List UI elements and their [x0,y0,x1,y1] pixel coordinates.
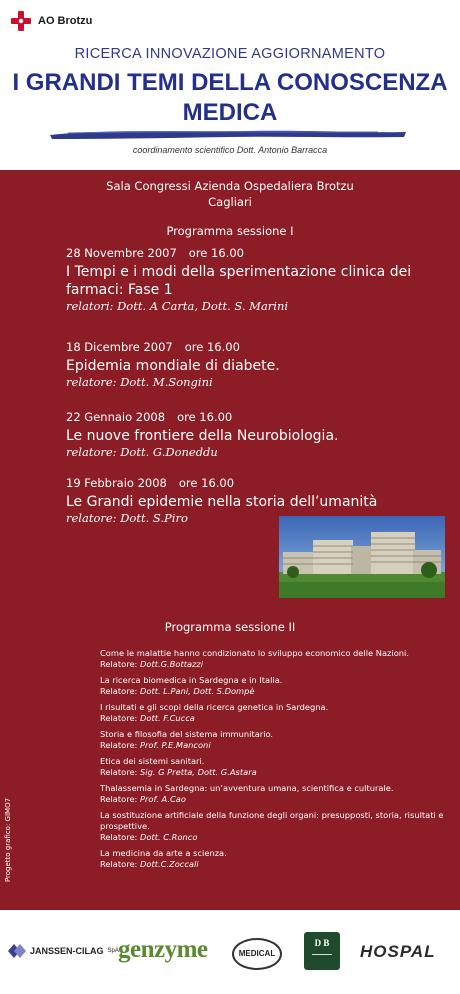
talk-title: Come le malattie hanno condizionato lo sviluppo economico delle Nazioni. [100,648,409,658]
speaker-label: Relatore: [100,740,138,750]
speaker-label: Relatore: [100,686,138,696]
sponsor-genzyme: genzyme [118,936,208,963]
scientific-coordination: coordinamento scientifico Dott. Antonio Barracca [132,145,328,155]
hospital-photo [279,516,445,598]
talk-speaker: Dott. C.Ronco [140,832,198,842]
event-speakers: relatore: Dott. M.Songini [66,375,213,389]
janssen-suffix: SpA [107,948,119,954]
talk-title: La medicina da arte a scienza. [100,848,227,858]
design-credit: Progetto grafico: GIMO7 [4,797,13,883]
speaker-label: Relatore: [100,659,138,669]
talk-item [100,783,450,805]
venue-line-1: Sala Congressi Azienda Ospedaliera Brotzu [106,179,354,193]
event-title: Epidemia mondiale di diabete. [66,358,280,374]
talk-speaker: Prof. P.E.Manconi [140,740,211,750]
cross-logo-icon [10,10,32,32]
speaker-label: Relatore: [100,767,138,777]
title-line-2: MEDICA [182,99,278,126]
talk-title: La sostituzione artificiale della funzione degli organi: presupposti, storia, risultati e prospettive. [100,810,444,831]
event-date: 28 Novembre 2007 [66,246,177,260]
talk-speaker: Sig. G Pretta, Dott. G.Astara [140,767,257,777]
speaker-label: Relatore: [100,832,138,842]
talk-item [100,848,450,870]
talk-item [100,810,450,843]
talk-item [100,648,450,670]
sponsor-janssen [8,944,119,958]
talk-title: Etica dei sistemi sanitari. [100,756,205,766]
talk-speaker: Dott.G.Bottazzi [140,659,204,669]
janssen-name: JANSSEN-CILAG [30,946,104,956]
talk-speaker: Dott. L.Pani, Dott. S.Dompè [140,686,255,696]
db-mark: D B [314,938,330,948]
event-2 [66,340,446,389]
event-speakers: relatori: Dott. A Carta, Dott. S. Marini [66,299,289,313]
program-panel [0,170,460,910]
session-2-talks [100,648,450,875]
event-date: 19 Febbraio 2008 [66,476,167,490]
page-title [0,68,460,128]
janssen-logo-icon [8,944,26,958]
sponsor-db [304,932,340,970]
talk-speaker: Dott.C.Zoccali [140,859,199,869]
talk-title: Storia e filosofia del sistema immunitario. [100,729,274,739]
event-date: 18 Dicembre 2007 [66,340,173,354]
event-speakers: relatore: Dott. G.Doneddu [66,445,218,459]
speaker-label: Relatore: [100,794,138,804]
event-title: Le Grandi epidemie nella storia dell’umanità [66,494,378,510]
title-line-1: I GRANDI TEMI DELLA CONOSCENZA [12,69,448,96]
event-speakers: relatore: Dott. S.Piro [66,511,188,525]
talk-speaker: Prof. A.Cao [140,794,186,804]
session-1-heading: Programma sessione I [166,224,294,238]
venue-line-2: Cagliari [208,195,252,209]
sponsor-bar [0,910,460,994]
event-title: I Tempi e i modi della sperimentazione clinica dei farmaci: Fase 1 [66,264,412,298]
talk-item [100,675,450,697]
session-2-heading: Programma sessione II [164,620,296,634]
event-time: ore 16.00 [177,410,233,424]
sponsor-medical: MEDICAL [232,938,282,970]
event-time: ore 16.00 [184,340,240,354]
venue [0,178,460,210]
event-date: 22 Gennaio 2008 [66,410,166,424]
ao-brotzu-logo [10,10,92,32]
talk-item [100,702,450,724]
sponsor-hospal: HOSPAL [360,942,436,961]
event-3 [66,410,446,459]
event-1 [66,246,446,313]
brush-stroke [48,126,408,142]
talk-title: Thalassemia in Sardegna: un’avventura umana, scientifica e culturale. [100,783,394,793]
org-name: AO Brotzu [38,15,93,27]
talk-item [100,729,450,751]
talk-speaker: Dott. F.Cucca [140,713,195,723]
talk-item [100,756,450,778]
speaker-label: Relatore: [100,859,138,869]
event-time: ore 16.00 [188,246,244,260]
header [0,0,460,170]
supertitle: RICERCA INNOVAZIONE AGGIORNAMENTO [74,46,386,62]
talk-title: La ricerca biomedica in Sardegna e in Italia. [100,675,283,685]
event-time: ore 16.00 [178,476,235,490]
event-title: Le nuove frontiere della Neurobiologia. [66,428,339,444]
talk-title: I risultati e gli scopi della ricerca genetica in Sardegna. [100,702,329,712]
speaker-label: Relatore: [100,713,138,723]
